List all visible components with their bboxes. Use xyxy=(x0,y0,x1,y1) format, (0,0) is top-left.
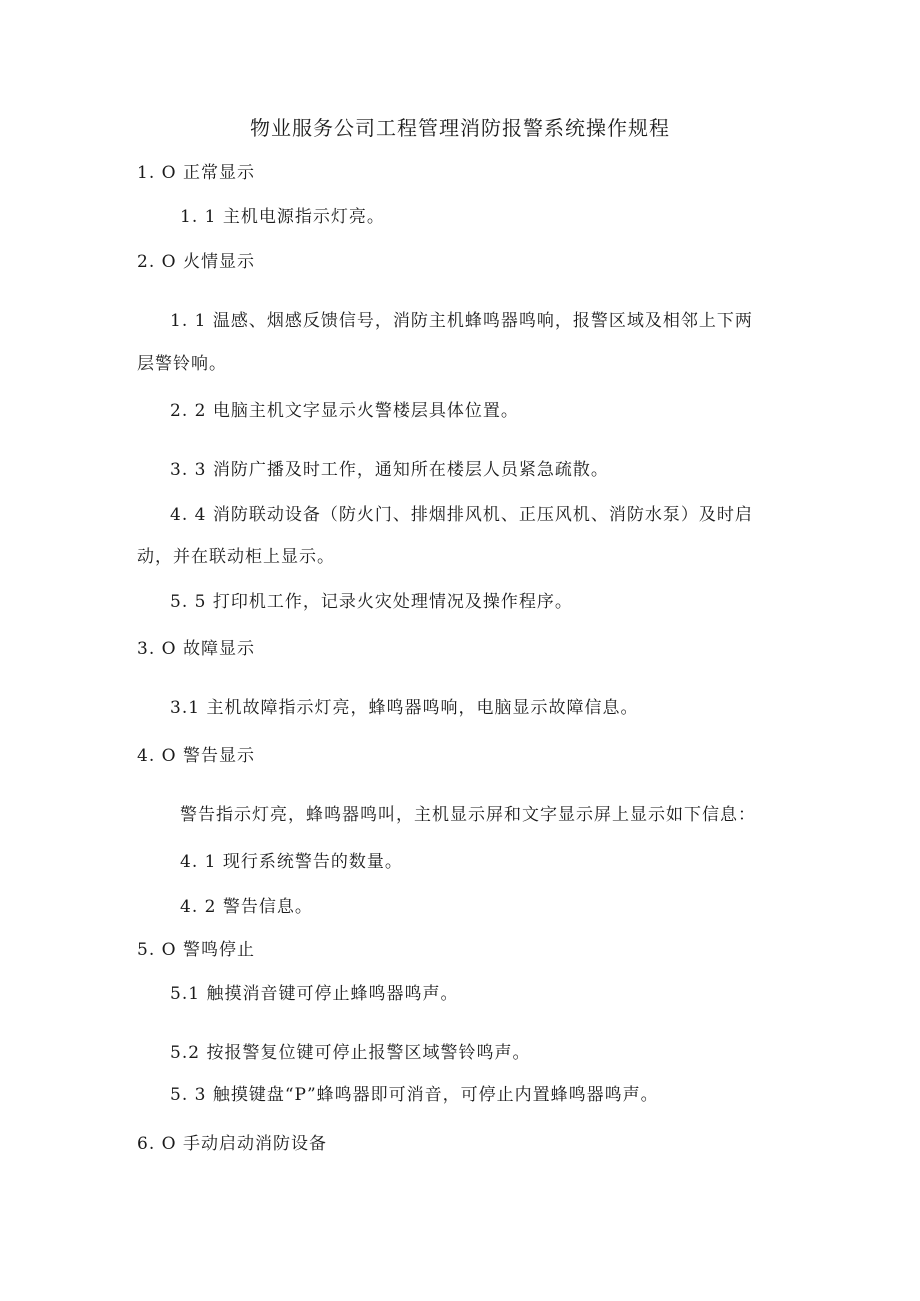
section-intro: 警告指示灯亮，蜂鸣器鸣叫，主机显示屏和文字显示屏上显示如下信息： xyxy=(180,805,756,825)
section-heading-normal-display: 1. O 正常显示 xyxy=(137,163,255,183)
section-item-continuation: 动，并在联动柜上显示。 xyxy=(137,547,335,567)
document-title: 物业服务公司工程管理消防报警系统操作规程 xyxy=(250,116,670,140)
section-item: 4. 1 现行系统警告的数量。 xyxy=(180,852,403,872)
section-item: 5.1 触摸消音键可停止蜂鸣器鸣声。 xyxy=(170,984,459,1004)
section-item: 4. 4 消防联动设备（防火门、排烟排风机、正压风机、消防水泵）及时启 xyxy=(170,505,753,525)
section-item: 3.1 主机故障指示灯亮，蜂鸣器鸣响，电脑显示故障信息。 xyxy=(170,698,639,718)
section-item: 1. 1 主机电源指示灯亮。 xyxy=(180,207,385,227)
section-heading-manual-start: 6. O 手动启动消防设备 xyxy=(137,1134,327,1154)
section-heading-fire-display: 2. O 火情显示 xyxy=(137,252,255,272)
section-item: 2. 2 电脑主机文字显示火警楼层具体位置。 xyxy=(170,401,519,421)
section-heading-alarm-stop: 5. O 警鸣停止 xyxy=(137,940,255,960)
section-item-continuation: 层警铃响。 xyxy=(137,354,227,374)
section-item: 4. 2 警告信息。 xyxy=(180,897,313,917)
section-item: 3. 3 消防广播及时工作，通知所在楼层人员紧急疏散。 xyxy=(170,460,609,480)
section-item: 1. 1 温感、烟感反馈信号，消防主机蜂鸣器鸣响，报警区域及相邻上下两 xyxy=(170,311,753,331)
section-item: 5. 3 触摸键盘“P”蜂鸣器即可消音，可停止内置蜂鸣器鸣声。 xyxy=(170,1085,659,1105)
section-heading-fault-display: 3. O 故障显示 xyxy=(137,639,255,659)
section-heading-warning-display: 4. O 警告显示 xyxy=(137,746,255,766)
section-item: 5.2 按报警复位键可停止报警区域警铃鸣声。 xyxy=(170,1043,531,1063)
section-item: 5. 5 打印机工作，记录火灾处理情况及操作程序。 xyxy=(170,592,573,612)
